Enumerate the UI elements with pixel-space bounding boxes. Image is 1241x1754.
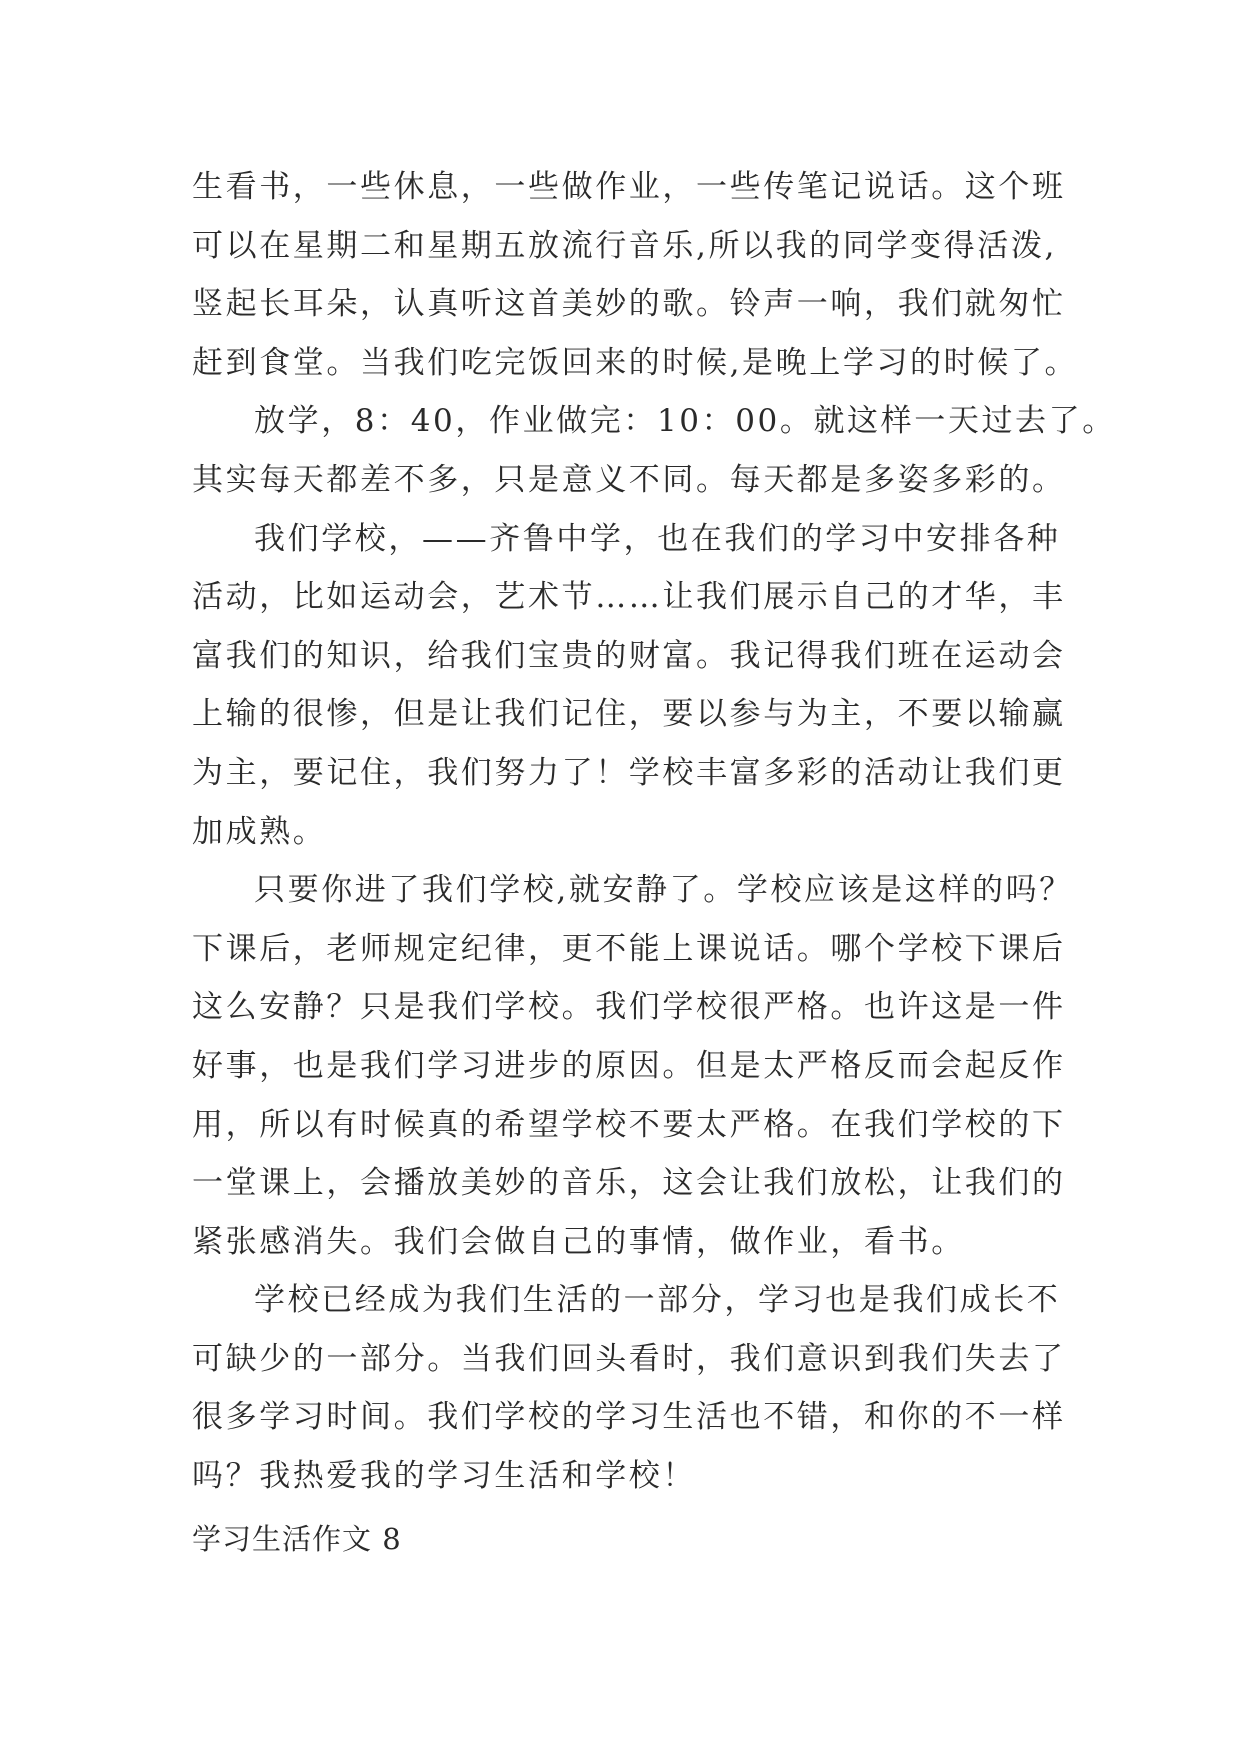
- text-line: 可缺少的一部分。当我们回头看时，我们意识到我们失去了: [192, 1340, 1066, 1377]
- text-line: 上输的很惨，但是让我们记住，要以参与为主，不要以输赢: [192, 696, 1066, 733]
- section-heading: 学习生活作文 8: [192, 1521, 402, 1556]
- text-line: 富我们的知识，给我们宝贵的财富。我记得我们班在运动会: [192, 637, 1066, 674]
- text-line: 竖起长耳朵，认真听这首美妙的歌。铃声一响，我们就匆忙: [192, 286, 1066, 323]
- text-line: 赶到食堂。当我们吃完饭回来的时候,是晚上学习的时候了。: [192, 344, 1079, 381]
- text-line: 其实每天都差不多，只是意义不同。每天都是多姿多彩的。: [192, 461, 1066, 498]
- text-line: 好事，也是我们学习进步的原因。但是太严格反而会起反作: [192, 1047, 1066, 1084]
- paragraph-start-line: 我们学校，——齐鲁中学，也在我们的学习中安排各种: [254, 520, 1061, 557]
- text-line: 活动，比如运动会，艺术节……让我们展示自己的才华，丰: [192, 579, 1066, 616]
- text-line: 这么安静？只是我们学校。我们学校很严格。也许这是一件: [192, 989, 1066, 1026]
- paragraph-start-line: 学校已经成为我们生活的一部分，学习也是我们成长不: [254, 1282, 1061, 1319]
- text-line: 下课后，老师规定纪律，更不能上课说话。哪个学校下课后: [192, 930, 1066, 967]
- text-line: 很多学习时间。我们学校的学习生活也不错，和你的不一样: [192, 1399, 1066, 1436]
- text-line: 为主，要记住，我们努力了！学校丰富多彩的活动让我们更: [192, 754, 1066, 791]
- text-line: 紧张感消失。我们会做自己的事情，做作业，看书。: [192, 1223, 965, 1260]
- text-line: 可以在星期二和星期五放流行音乐,所以我的同学变得活泼,: [192, 227, 1057, 264]
- text-line: 一堂课上，会播放美妙的音乐，这会让我们放松，让我们的: [192, 1165, 1066, 1202]
- text-line: 用，所以有时候真的希望学校不要太严格。在我们学校的下: [192, 1106, 1066, 1143]
- paragraph-start-line: 只要你进了我们学校,就安静了。学校应该是这样的吗？: [254, 872, 1073, 909]
- essay-body: [192, 158, 1116, 1568]
- text-line: 加成熟。: [192, 813, 327, 850]
- text-line: 吗？我热爱我的学习生活和学校！: [192, 1458, 696, 1495]
- paragraph-start-line: 放学，8：40，作业做完：10：00。就这样一天过去了。: [254, 403, 1116, 440]
- text-line: 生看书，一些休息，一些做作业，一些传笔记说话。这个班: [192, 169, 1066, 205]
